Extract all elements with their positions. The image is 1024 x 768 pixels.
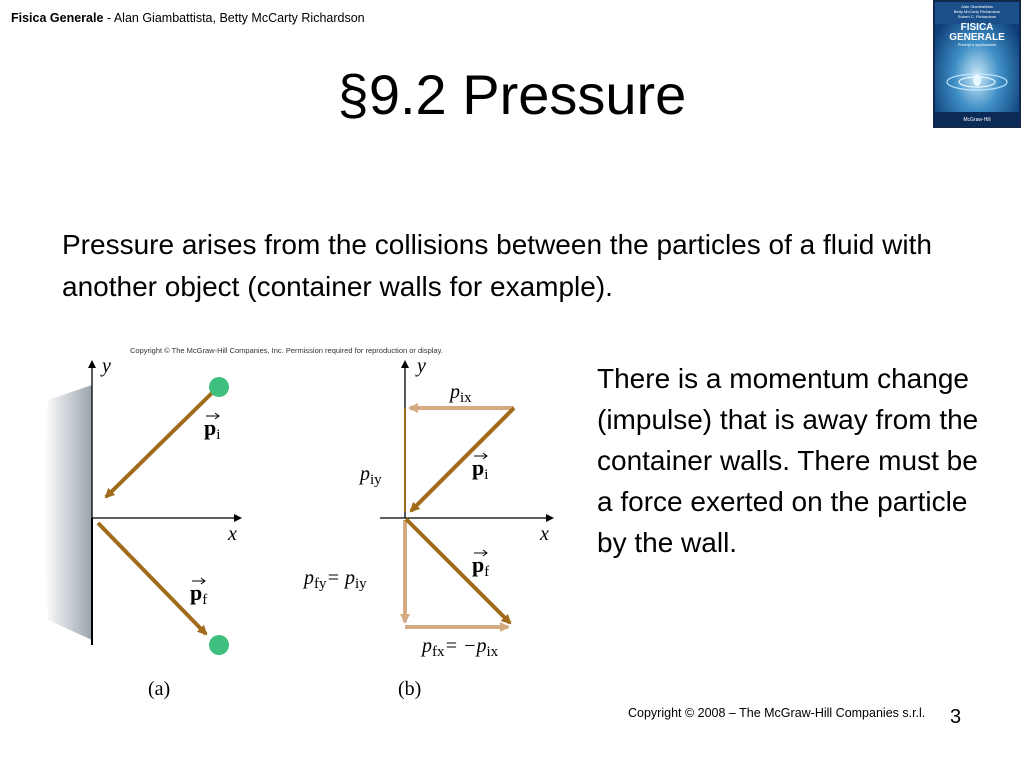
momentum-figure	[40, 340, 570, 710]
panel-b-pfy-equation: $p_{fy}= p_{iy}$	[304, 567, 367, 592]
slide-title: §9.2 Pressure	[337, 63, 687, 126]
panel-a-y-axis: y	[102, 355, 111, 377]
figure-copyright: Copyright © The McGraw-Hill Companies, Inc. Permission required for reproduction or display.	[130, 346, 443, 355]
panel-b-pi-label: pi	[472, 455, 489, 483]
panel-b-x-axis: x	[540, 523, 549, 545]
panel-a-pf-label: pf	[190, 580, 208, 608]
impulse-explanation: There is a momentum change (impulse) that is away from the container walls. There must be a force exerted on the particle by the wall.	[597, 363, 979, 558]
cover-title-2: GENERALE	[949, 32, 1005, 43]
cover-subtitle: Principi e applicazioni	[957, 42, 997, 47]
cover-author-3: Robert C. Richardson	[957, 14, 997, 19]
panel-b-pf-label: pf	[472, 552, 490, 580]
panel-a	[44, 355, 240, 700]
panel-b-y-axis: y	[417, 355, 426, 377]
book-title: Fisica Generale	[11, 11, 104, 25]
intro-paragraph: Pressure arises from the collisions between the particles of a fluid with another object (container walls for example).	[62, 229, 932, 302]
cover-author-1: Alan Giambattista	[961, 4, 993, 9]
container-wall	[44, 385, 92, 640]
cover-publisher: McGraw-Hill	[963, 117, 991, 123]
panel-b-pfx-equation: $p_{fx}= -p_{ix}$	[422, 635, 499, 660]
caption-a: (a)	[148, 678, 171, 700]
book-authors: - Alan Giambattista, Betty McCarty Richardson	[103, 11, 365, 25]
panel-b	[302, 355, 552, 700]
panel-b-piy-label: $p_{iy}$	[360, 463, 382, 488]
panel-b-pix-label: $p_{ix}$	[450, 381, 472, 406]
page-number: 3	[950, 706, 962, 728]
footer-copyright: Copyright © 2008 – The McGraw-Hill Companies s.r.l.	[628, 706, 926, 720]
panel-a-pi-label: pi	[204, 415, 221, 443]
particle-final	[209, 635, 229, 655]
cover-author-2: Betty McCarty Richardson	[953, 9, 1001, 14]
panel-a-x-axis: x	[228, 523, 237, 545]
cover-title-1: FISICA	[960, 22, 994, 33]
slide-header	[11, 11, 365, 25]
caption-b: (b)	[398, 678, 422, 700]
particle-initial	[209, 377, 229, 397]
